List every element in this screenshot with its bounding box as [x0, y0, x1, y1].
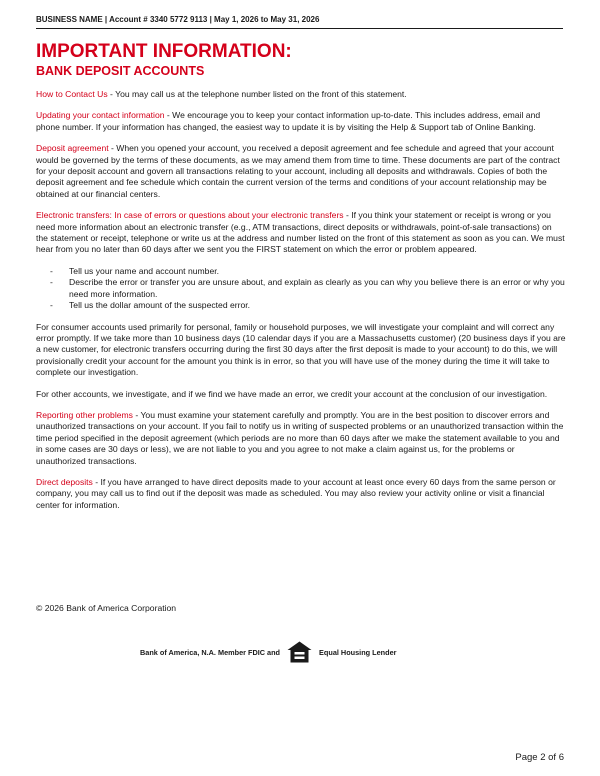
- equal-housing-lender-icon: [287, 641, 312, 663]
- list-item: - Tell us your name and account number.: [50, 265, 219, 276]
- statement-header: BUSINESS NAME | Account # 3340 5772 9113 | May 1, 2026 to May 31, 2026: [36, 14, 563, 29]
- page-subtitle: BANK DEPOSIT ACCOUNTS: [36, 64, 205, 78]
- contact-section: [36, 89, 566, 100]
- information-body: [36, 89, 566, 521]
- fdic-member-text: Bank of America, N.A. Member FDIC and: [140, 647, 281, 657]
- list-item: - Tell us the dollar amount of the suspected error.: [50, 300, 251, 311]
- equal-housing-lender-text: Equal Housing Lender: [319, 647, 397, 657]
- page-number: Page 2 of 6: [515, 752, 564, 763]
- direct-deposits-heading: Direct deposits: [36, 476, 93, 487]
- contact-text: - You may call us at the telephone number listed on the front of this statement.: [107, 89, 407, 99]
- deposit-agreement-section: [36, 143, 566, 200]
- electronic-transfers-list: [36, 266, 566, 312]
- reporting-heading: Reporting other problems: [36, 409, 133, 420]
- updating-section: [36, 110, 566, 133]
- deposit-agreement-heading: Deposit agreement: [36, 143, 109, 154]
- contact-heading: How to Contact Us: [36, 89, 108, 99]
- list-item: - Describe the error or transfer you are unsure about, and explain as clearly as you can why you believe there is an error or why you need more information.: [50, 277, 565, 299]
- deposit-agreement-text: - When you opened your account, you received a deposit agreement and fee schedule and agreed that your account would be governed by the terms of these documents, as we may amend them from time to time. These documents are part of the contract for your deposit account and govern all transactions relating to your account, including all deposits and withdrawals. Copies of both the deposit agreement and fee schedule which contain the current version of the terms and conditions of your account relationship may be obtained at our financial centers.: [36, 143, 560, 199]
- direct-deposits-text: - If you have arranged to have direct deposits made to your account at least once every 60 days from the same person or company, you may call us to find out if the deposit was made as scheduled. You may also review your activity online or visit a financial center for information.: [36, 476, 556, 510]
- reporting-text: - You must examine your statement carefully and promptly. You are in the best position to discover errors and unauthorized transactions on your account. If you fail to notify us in writing of suspected problems or an unauthorized transaction within the time period specified in the deposit agreement (which periods are no more than 60 days after we make the statement available to you and in some cases are 30 days or less), we are not liable to you and you agree to not make a claim against us, for the problems or unauthorized transactions.: [36, 409, 564, 466]
- direct-deposits-section: [36, 477, 566, 511]
- electronic-transfers-text: - If you think your statement or receipt is wrong or you need more information about an electronic transfer (e.g., ATM transactions, direct deposits or withdrawals, point-of-sale transactions) on the statement or receipt, telephone or write us at the address and number listed on the front of this statement as soon as you can. We must hear from you no later than 60 days after we sent you the FIRST statement on which the error or problem appeared.: [36, 210, 565, 255]
- updating-text: - We encourage you to keep your contact information up-to-date. This includes address, email and phone number. If your information has changed, the easiest way to update it is by visiting the Help & Support tab of Online Banking.: [36, 110, 541, 132]
- consumer-accounts-text: For consumer accounts used primarily for personal, family or household purposes, we will investigate your complaint and will correct any error promptly. If we take more than 10 business days (10 calendar days if you are a Massachusetts customer) (20 business days if you are a new customer, for electronic transfers occurring during the first 30 days after the first deposit is made to your account) to do this, we will provisionally credit your account for the amount you think is in error, so that you will have use of the money during the time it will take to complete our investigation.: [36, 321, 566, 378]
- page-title: IMPORTANT INFORMATION:: [36, 41, 292, 62]
- electronic-transfers-heading: Electronic transfers: In case of errors or questions about your electronic transfers: [36, 210, 344, 221]
- reporting-section: [36, 410, 566, 467]
- fdic-footer: [140, 641, 396, 663]
- copyright-notice: © 2026 Bank of America Corporation: [36, 603, 177, 613]
- electronic-transfers-section: [36, 210, 566, 256]
- other-accounts-text: For other accounts, we investigate, and if we find we have made an error, we credit your account at the conclusion of our investigation.: [36, 388, 548, 399]
- updating-heading: Updating your contact information: [36, 110, 165, 121]
